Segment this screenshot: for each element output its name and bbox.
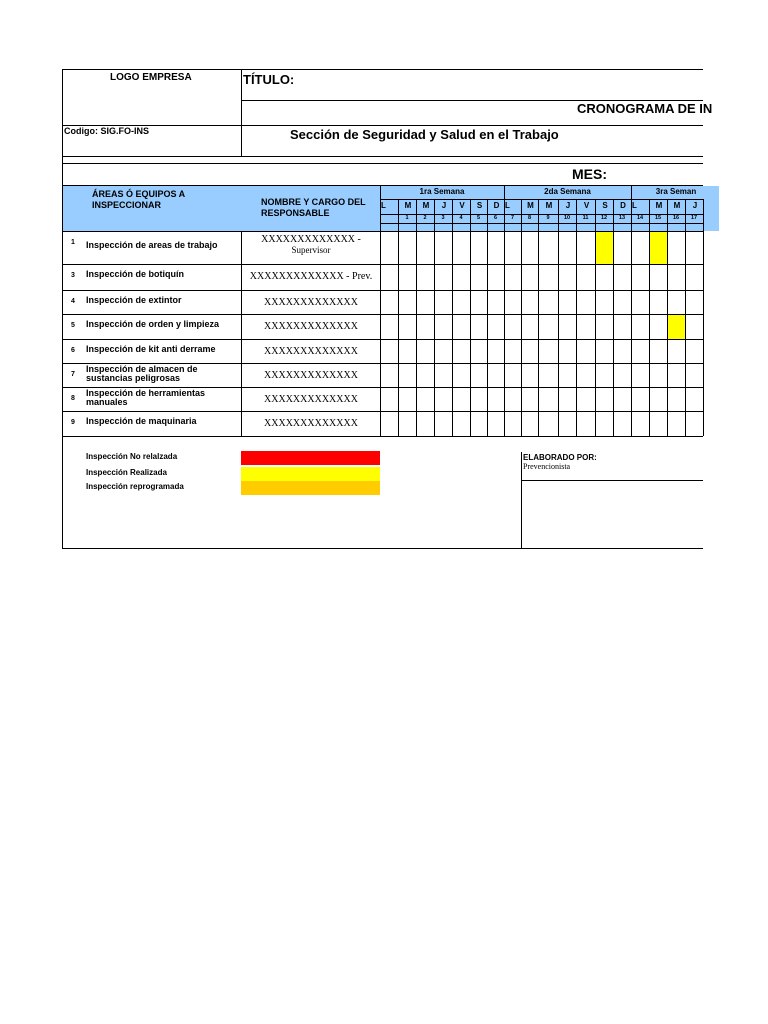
day-letter: M (527, 201, 534, 210)
row-area: Inspección de maquinaria (86, 416, 197, 426)
day-letter: L (381, 201, 386, 210)
row-area: Inspección de botiquín (86, 269, 185, 279)
day-date: 3 (441, 215, 445, 221)
day-date: 7 (510, 215, 515, 221)
legend-swatch (241, 481, 380, 495)
title-label: TÍTULO: (243, 72, 295, 87)
grid-vline (398, 199, 399, 436)
grid-vline (470, 199, 471, 436)
grid-vline (521, 199, 522, 436)
grid-vline (452, 199, 453, 436)
divider-logo (241, 69, 242, 157)
day-letter: J (441, 201, 447, 210)
grid-hline-dates-bottom (380, 223, 703, 224)
row-responsible: XXXXXXXXXXXXX (264, 394, 358, 405)
grid-hline-row (62, 231, 703, 232)
inspection-schedule-sheet (62, 69, 713, 549)
grid-vline (434, 199, 435, 436)
grid-vline (416, 199, 417, 436)
grid-vline (703, 199, 704, 436)
day-letter: L (505, 201, 510, 210)
row-area: Inspección de almacen de sustancias peligrosas (86, 364, 198, 384)
border-top (62, 69, 703, 70)
day-letter: S (476, 201, 483, 210)
grid-vline (667, 199, 668, 436)
day-date: 15 (654, 215, 662, 221)
grid-hline-days (380, 199, 703, 200)
week-header: 3ra Seman (655, 187, 697, 196)
grid-vline (576, 199, 577, 436)
row-responsible: XXXXXXXXXXXXX (264, 297, 358, 308)
grid-vline (558, 199, 559, 436)
section-title: Sección de Seguridad y Salud en el Trabajo (290, 127, 559, 142)
grid-vline (595, 199, 596, 436)
divider-mes-top (62, 163, 703, 164)
divider-code (62, 125, 703, 126)
day-date: 6 (493, 215, 498, 221)
highlight-cell (650, 232, 667, 264)
day-letter: J (692, 201, 698, 210)
day-date: 17 (690, 215, 698, 221)
day-letter: V (583, 201, 590, 210)
month-label: MES: (572, 166, 607, 182)
day-letter: M (655, 201, 663, 210)
row-number: 7 (71, 371, 75, 378)
row-area: Inspección de areas de trabajo (86, 240, 218, 250)
day-letter: V (459, 201, 465, 210)
row-number: 5 (71, 322, 75, 329)
row-area: Inspección de orden y limpieza (86, 319, 220, 329)
day-date: 2 (423, 215, 427, 221)
day-date: 1 (405, 215, 409, 221)
day-date: 8 (527, 215, 532, 221)
week-header: 2da Semana (544, 187, 591, 196)
grid-hline-row (62, 264, 703, 265)
row-responsible-role: Supervisor (291, 245, 331, 255)
day-date: 16 (672, 215, 680, 221)
highlight-cell (596, 232, 613, 264)
divider-section (62, 156, 703, 157)
border-left (62, 69, 63, 549)
day-letter: M (422, 201, 430, 210)
day-date: 14 (636, 215, 644, 221)
column-header-area: ÁREAS Ó EQUIPOS A INSPECCIONAR (92, 189, 185, 210)
legend-swatch (241, 467, 380, 481)
grid-hline-row (62, 436, 703, 437)
day-date: 5 (476, 215, 481, 221)
row-responsible: XXXXXXXXXXXXX (264, 418, 358, 429)
row-area: Inspección de herramientas manuales (86, 388, 206, 408)
day-date: 11 (582, 215, 589, 221)
grid-vline (649, 199, 650, 436)
row-area: Inspección de kit anti derrame (86, 344, 216, 354)
row-number: 3 (71, 272, 75, 279)
grid-hline-row (62, 290, 703, 291)
grid-hline-row (62, 411, 703, 412)
grid-vline (487, 199, 488, 436)
day-date: 13 (618, 215, 626, 221)
highlight-cell (668, 315, 685, 339)
row-number: 4 (71, 298, 75, 305)
grid-vline (685, 199, 686, 436)
day-date: 10 (563, 215, 571, 221)
day-date: 9 (546, 215, 550, 221)
grid-vline (613, 199, 614, 436)
day-letter: L (632, 201, 637, 210)
divider-elaborated (521, 480, 703, 481)
grid-hline-row (62, 339, 703, 340)
document-title: CRONOGRAMA DE IN (577, 101, 713, 116)
day-date: 4 (459, 215, 463, 221)
divider-footer (521, 452, 522, 549)
row-number: 8 (71, 395, 75, 402)
day-letter: M (673, 201, 681, 210)
row-number: 6 (71, 347, 75, 354)
legend-label: Inspección No relalzada (86, 452, 178, 461)
legend-label: Inspección reprogramada (86, 482, 184, 491)
day-letter: M (545, 201, 553, 210)
elaborated-by-value: Prevencionista (523, 462, 571, 471)
day-letter: D (620, 201, 626, 210)
row-responsible: XXXXXXXXXXXXX - (261, 234, 361, 245)
row-responsible: XXXXXXXXXXXXX (264, 370, 358, 381)
row-number: 1 (71, 239, 75, 246)
row-number: 9 (71, 419, 75, 426)
legend-swatch (241, 451, 380, 465)
column-header-responsible: NOMBRE Y CARGO DEL RESPONSABLE (261, 197, 366, 218)
legend-label: Inspección Realizada (86, 468, 167, 477)
day-letter: M (404, 201, 412, 210)
grid-hline-row (62, 314, 703, 315)
row-responsible: XXXXXXXXXXXXX (264, 346, 358, 357)
day-letter: S (602, 201, 608, 210)
row-area: Inspección de extintor (86, 295, 182, 305)
document-code: Codigo: SIG.FO-INS (64, 126, 149, 136)
day-letter: D (493, 201, 500, 210)
day-letter: J (565, 201, 571, 210)
week-header: 1ra Semana (419, 187, 465, 196)
row-responsible: XXXXXXXXXXXXX (264, 321, 358, 332)
row-responsible: XXXXXXXXXXXXX - Prev. (249, 271, 373, 282)
logo-placeholder: LOGO EMPRESA (110, 72, 192, 83)
border-bottom (62, 548, 703, 549)
day-date: 12 (600, 215, 608, 221)
grid-vline (538, 199, 539, 436)
elaborated-by-label: ELABORADO POR: (523, 453, 597, 462)
